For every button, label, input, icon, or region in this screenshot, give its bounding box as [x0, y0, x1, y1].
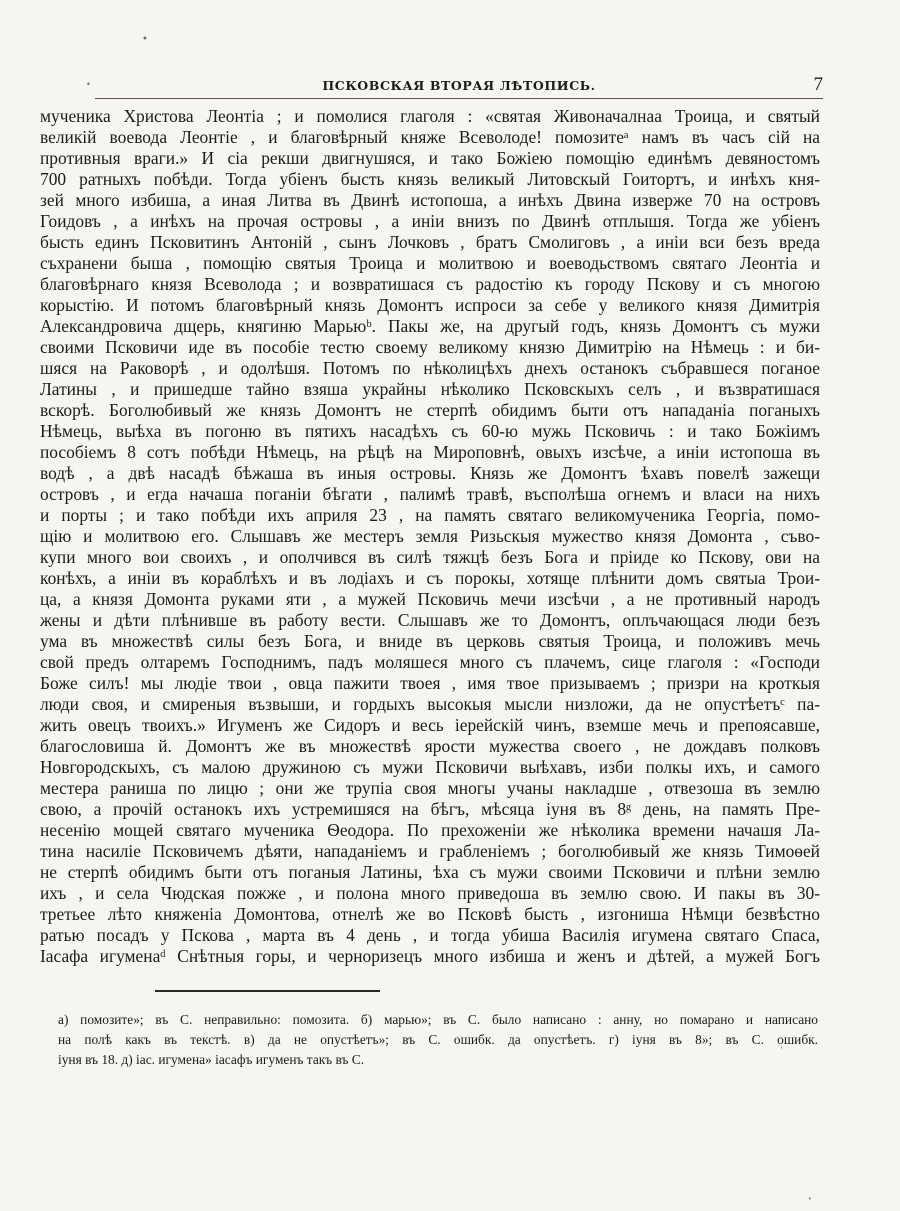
text-line: несенію мощей святаго мученика Ѳеодора. По прехоженіи же нѣколика времени начашя Ла-	[40, 820, 820, 840]
footnote-line: іуня въ 18. д) іас. игумена» іасафъ игуменъ такъ въ С.	[58, 1052, 365, 1067]
text-line: зей много избиша, а иная Литва въ Двинѣ истопоша, а инѣхъ Двина изверже 70 на островъ	[40, 190, 820, 210]
text-line: Новгородскыхъ, съ малою дружиною съ мужи Псковичи выѣхавъ, изби полкы ихъ, и самого	[40, 757, 820, 777]
text-line: Гоидовъ , а инѣхъ на прочая островы , а иніи внизъ по Двинѣ отплышя. Тогда же убіенъ	[40, 211, 820, 231]
text-line: благовѣрнаго князя Всеволода ; и возвратишася съ радостію къ городу Пскову и съ многою	[40, 274, 820, 294]
text-line: ратью посадъ у Пскова , марта въ 4 день , и тогда убиша Василія игумена святаго Спаса,	[40, 925, 820, 945]
text-line: благословиша й. Домонтъ же въ множествѣ ярости мужества своего , не дождавъ полковъ	[40, 736, 820, 756]
text-line: третьее лѣто княженіа Домонтова, отнелѣ же во Псковѣ бысть , изгониша Нѣмци безвѣстно	[40, 904, 820, 924]
text-line: бысть единъ Псковитинъ Антоній , сынъ Лочковъ , братъ Смолиговъ , а иніи вси безъ вреда	[40, 232, 820, 252]
text-line: местера раниша по лицю ; они же трупіа своя многы учаны накладше , отвезоша въ землю	[40, 778, 820, 798]
text-line: противныя враги.» И сіа рекши двигнушяся, и тако Божіею помощію единѣмъ девяностомъ	[40, 148, 820, 168]
text-line: великій воевода Леонтіе , и благовѣрный княже Всеволоде! помозитеᵃ намъ въ часъ сій на	[40, 127, 820, 147]
text-line: и порты ; и тако побѣди ихъ априля 23 , на память святаго великомученика Георгіа, помо-	[40, 505, 820, 525]
text-line: свою, а прочій останокъ ихъ устремишяся на бѣгъ, мѣсяца іуня въ 8ᵍ день, на память Пре-	[40, 799, 820, 819]
text-line: ца, а князя Домонта руками яти , а мужей Псковичь мечи изсѣчи , а не противный народъ	[40, 589, 820, 609]
text-line: свой предъ олтаремъ Господнимъ, падъ моляшеся много съ плачемъ, сице глаголя : «Господи	[40, 652, 820, 672]
header-rule	[95, 98, 823, 99]
text-line: вскорѣ. Боголюбивый же князь Домонтъ не стерпѣ обидимъ быти отъ нападаніа поганыхъ	[40, 400, 820, 420]
page-header	[95, 74, 823, 98]
text-line: 700 ратныхъ побѣди. Тогда убіенъ бысть князь великый Литовскый Гоитортъ, и инѣхъ кня-	[40, 169, 820, 189]
text-line: конѣхъ, а иніи въ кораблѣхъ и въ лодіахъ и съ порокы, хотяще плѣнити домъ святыа Трои-	[40, 568, 820, 588]
text-line: ихъ , и села Чюдская пожже , и полона много приведоша въ землю свою. И пакы въ 30-	[40, 883, 820, 903]
text-line: своими Псковичи иде въ пособіе тестю своему великому князю Димитрію на Нѣмець : и би-	[40, 337, 820, 357]
footnote-rule	[155, 990, 380, 992]
text-line: Іасафа игуменаᵈ Снѣтныя горы, и черноризецъ много избиша и женъ и дѣтей, а мужей Богъ	[40, 946, 820, 966]
ink-speck: ʻ	[780, 1046, 783, 1056]
footnote-line: на полѣ какъ въ текстѣ. в) да не опустѣетъ»; въ С. ошибк. да опустѣетъ. г) іуня въ 8»; въ С. ошибк.	[58, 1032, 818, 1047]
text-line: корыстію. И потомъ благовѣрный князь Домонтъ испроси за себе у великого князя Димитрія	[40, 295, 820, 315]
text-line: мученика Христова Леонтіа ; и помолися глаголя : «святая Живоначалнаа Троица, и святый	[40, 106, 820, 126]
ink-dot: •	[86, 80, 91, 89]
text-line: купи много вои своихъ , и ополчився въ силѣ тяжцѣ безъ Бога и пріиде ко Пскову, ови на	[40, 547, 820, 567]
text-line: жить овецъ твоихъ.» Игуменъ же Сидоръ и весь іерейскій чинъ, вземше мечь и препоясавше,	[40, 715, 820, 735]
text-line: шяся на Раковорѣ , и одолѣшя. Потомъ по нѣколицѣхъ днехъ останокъ събравшеся поганое	[40, 358, 820, 378]
ink-speck: •	[142, 34, 148, 45]
footnote-line: а) помозите»; въ С. неправильно: помозита. б) марью»; въ С. было написано : анну, но помарано и написано	[58, 1012, 818, 1027]
text-line: ума въ множествѣ силы безъ Бога, и вниде въ церковь святыя Троица, и положивъ мечь	[40, 631, 820, 651]
text-line: островъ , и егда начаша поганіи бѣгати , палимѣ травѣ, въсполѣша огнемъ и власи на нихъ	[40, 484, 820, 504]
text-line: не стерпѣ обидимъ быти отъ поганыя Латины, ѣха съ мужи своими Псковичи и плѣни землю	[40, 862, 820, 882]
text-line: Нѣмець, выѣха въ погоню въ пятихъ насадѣхъ съ 60-ю мужь Псковичь : и тако Божіимъ	[40, 421, 820, 441]
text-line: люди своя, и смиреныя възвыши, и гордыхъ высокыя мысли низложи, да не опустѣетъᶜ па-	[40, 694, 820, 714]
text-line: щію и молитвою его. Слышавъ же местеръ земля Ризьскыя мужество князя Домонта , съво-	[40, 526, 820, 546]
text-line: съхранени быша , помощію святыя Троица и молитвою и воеводьствомъ святаго Леонтіа и	[40, 253, 820, 273]
page-number: 7	[813, 74, 823, 95]
text-line: Боже силъ! мы людіе твои , овца пажити твоея , имя твое призываемъ ; призри на кроткыя	[40, 673, 820, 693]
text-line: водѣ , а двѣ насадѣ бѣжаша въ иныя островы. Князь же Домонтъ ѣхавъ повелѣ зажещи	[40, 463, 820, 483]
text-line: пособіемъ 8 сотъ побѣди Нѣмець, на рѣцѣ на Мироповнѣ, овыхъ изсѣче, а иніи истопоша въ	[40, 442, 820, 462]
text-line: Александровича дщерь, княгиню Марьюᵇ. Пакы же, на другый годъ, князь Домонтъ съ мужи	[40, 316, 820, 336]
running-title: ПСКОВСКАЯ ВТОРАЯ ЛѢТОПИСЬ.	[322, 78, 596, 93]
text-line: Латины , и пришедше тайно взяша украйны нѣколико Псковскыхъ селъ , и възвратишася	[40, 379, 820, 399]
text-line: жены и дѣти плѣнивше въ работу вести. Слышавъ же то Домонтъ, оплъчающася люди безъ	[40, 610, 820, 630]
ink-dot: •	[808, 1196, 812, 1203]
text-line: тина насиліе Псковичемъ дѣяти, нападаніемъ и грабленіемъ ; боголюбивый же князь Тимоѳей	[40, 841, 820, 861]
